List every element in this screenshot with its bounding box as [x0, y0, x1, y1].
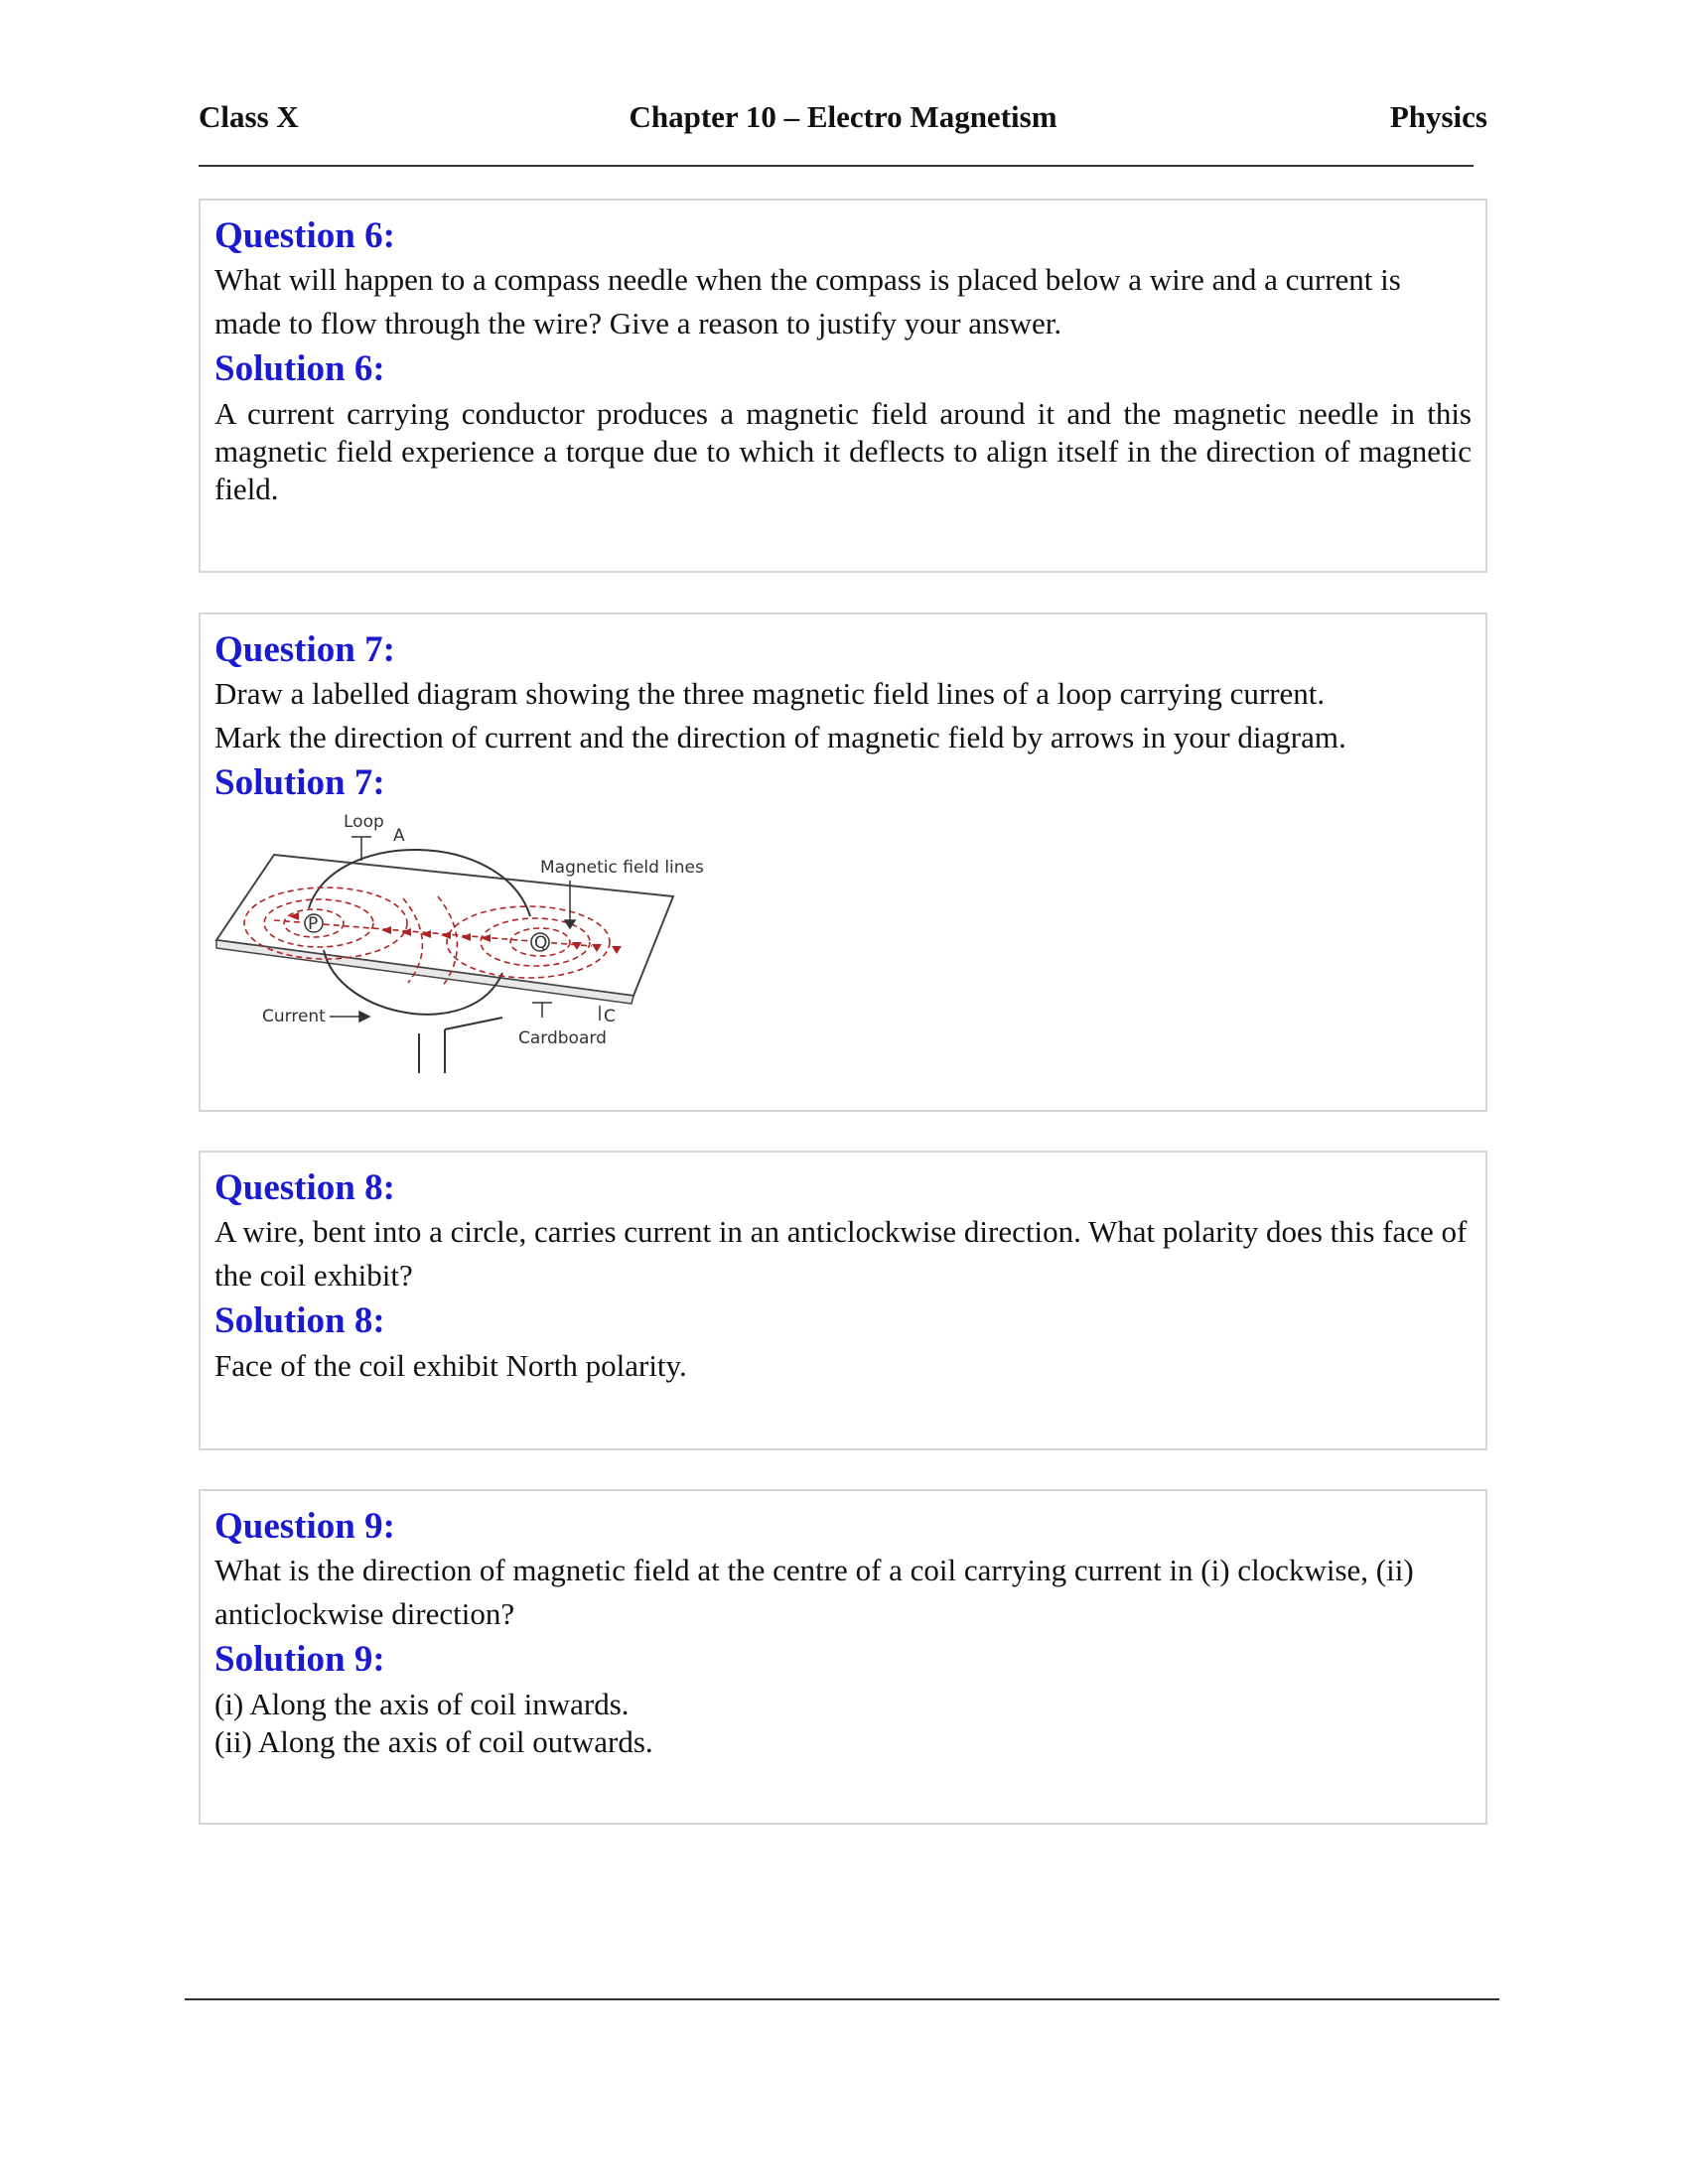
page-header: [199, 99, 1487, 143]
solution-9-label: Solution 9:: [214, 1639, 385, 1680]
solution-8-text: Face of the coil exhibit North polarity.: [214, 1348, 687, 1383]
question-6-label: Question 6:: [214, 215, 395, 256]
question-6-box: [199, 199, 1487, 573]
question-8-label: Question 8:: [214, 1167, 395, 1208]
header-class: Class X: [199, 99, 299, 134]
solution-9-line-1: (i) Along the axis of coil inwards.: [214, 1687, 630, 1721]
question-8-text: A wire, bent into a circle, carries current in an anticlockwise direction. What polarity does this face of the coil exhibit?: [214, 1214, 1468, 1293]
point-c-label: C: [604, 1007, 616, 1026]
magnetic-field-lines-label: Magnetic field lines: [540, 858, 704, 878]
point-q: [531, 933, 549, 953]
loop-label: Loop: [344, 812, 384, 832]
header-chapter-title: Chapter 10 – Electro Magnetism: [629, 99, 1057, 134]
current-label: Current: [262, 1007, 326, 1026]
point-a-label: A: [393, 826, 405, 846]
question-7-label: Question 7:: [214, 629, 395, 670]
solution-9-line-2: (ii) Along the axis of coil outwards.: [214, 1724, 653, 1759]
question-9-text: What is the direction of magnetic field at the centre of a coil carrying current in (i) clockwise, (ii) anticlockwise direction?: [214, 1553, 1414, 1631]
loop-field-diagram: [214, 809, 731, 1075]
point-q-label: Q: [534, 933, 548, 953]
question-9-box: [199, 1489, 1487, 1825]
question-8-box: [199, 1151, 1487, 1450]
question-7-text-line-2: Mark the direction of current and the direction of magnetic field by arrows in your diagram.: [214, 720, 1346, 754]
point-p-label: P: [308, 914, 319, 934]
solution-7-label: Solution 7:: [214, 762, 385, 803]
header-subject: Physics: [1389, 99, 1487, 134]
cardboard-label: Cardboard: [518, 1028, 607, 1048]
question-6-text: What will happen to a compass needle when the compass is placed below a wire and a current is made to flow through the wire? Give a reason to justify your answer.: [214, 262, 1401, 341]
question-9-label: Question 9:: [214, 1506, 395, 1547]
solution-6-label: Solution 6:: [214, 348, 385, 389]
footer-divider: [185, 1998, 1499, 2000]
header-divider: [199, 165, 1474, 167]
question-7-text-line-1: Draw a labelled diagram showing the three magnetic field lines of a loop carrying current.: [214, 676, 1326, 711]
question-7-box: [199, 613, 1487, 1112]
solution-8-label: Solution 8:: [214, 1300, 385, 1341]
solution-6-text: A current carrying conductor produces a magnetic field around it and the magnetic needle in this magnetic field experience a torque due to which it deflects to align itself in the direction of magnetic field.: [214, 396, 1472, 506]
